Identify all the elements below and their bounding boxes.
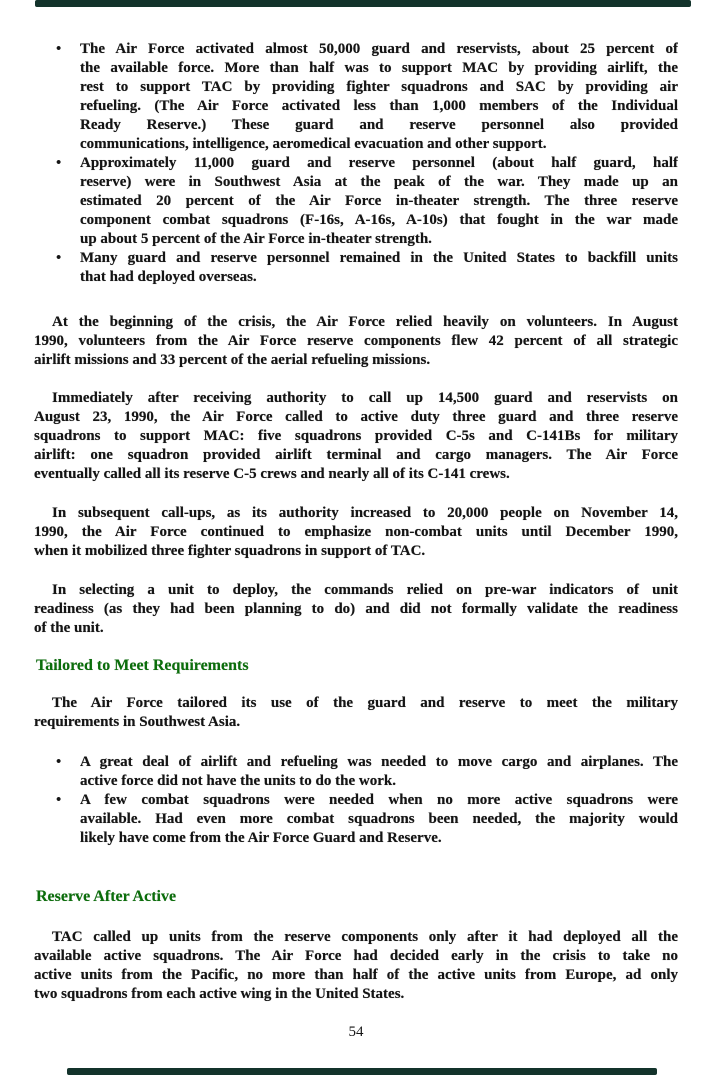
- bullet-text: [80, 753, 678, 791]
- bullet-icon: •: [56, 41, 62, 57]
- text-line: active units from the Pacific, no more than half of the active units from Europe, ad only: [34, 967, 678, 983]
- paragraph: [34, 581, 678, 638]
- bullet-icon: •: [56, 754, 62, 770]
- text-line: 1990, volunteers from the Air Force reserve components flew 42 percent of all strategic: [34, 333, 678, 349]
- document-blocks: [34, 40, 678, 1004]
- text-line: that had deployed overseas.: [80, 269, 257, 285]
- text-line: airlift missions and 33 percent of the aerial refueling missions.: [34, 352, 431, 368]
- bullet-icon: •: [56, 792, 62, 808]
- paragraph: [34, 313, 678, 370]
- text-line: up about 5 percent of the Air Force in-theater strength.: [80, 231, 432, 247]
- text-line: August 23, 1990, the Air Force called to active duty three guard and three reserve: [34, 409, 678, 425]
- text-line: available active squadrons. The Air Force had decided early in the crisis to take no: [34, 948, 678, 964]
- text-line: A few combat squadrons were needed when no more active squadrons were: [80, 792, 678, 808]
- text-line: The Air Force tailored its use of the guard and reserve to meet the military: [52, 695, 678, 711]
- text-line: A great deal of airlift and refueling was needed to move cargo and airplanes. The: [80, 754, 678, 770]
- text-line: when it mobilized three fighter squadrons in support of TAC.: [34, 543, 426, 559]
- paragraph: [34, 389, 678, 484]
- bottom-scan-edge-bar: [67, 1068, 657, 1075]
- text-line: Immediately after receiving authority to call up 14,500 guard and reservists on: [52, 390, 678, 406]
- bullet-item: [34, 753, 678, 791]
- text-line: likely have come from the Air Force Guard and Reserve.: [80, 830, 442, 846]
- text-line: rest to support TAC by providing fighter squadrons and SAC by providing air: [80, 79, 678, 95]
- text-line: airlift: one squadron provided airlift terminal and cargo managers. The Air Force: [34, 447, 678, 463]
- text-line: squadrons to support MAC: five squadrons provided C-5s and C-141Bs for military: [34, 428, 678, 444]
- text-line: TAC called up units from the reserve components only after it had deployed all the: [52, 929, 678, 945]
- text-line: communications, intelligence, aeromedical evacuation and other support.: [80, 136, 547, 152]
- text-line: requirements in Southwest Asia.: [34, 714, 241, 730]
- bullet-icon: •: [56, 155, 62, 171]
- text-line: of the unit.: [34, 620, 104, 636]
- text-line: In selecting a unit to deploy, the commands relied on pre-war indicators of unit: [52, 582, 678, 598]
- page-number: 54: [348, 1024, 364, 1040]
- text-line: Ready Reserve.) These guard and reserve personnel also provided: [80, 117, 678, 133]
- text-line: The Air Force activated almost 50,000 guard and reservists, about 25 percent of: [80, 41, 678, 57]
- text-line: available. Had even more combat squadrons been needed, the majority would: [80, 811, 678, 827]
- section-heading: Reserve After Active: [36, 888, 177, 905]
- bullet-text: [80, 40, 678, 154]
- bullet-text: [80, 249, 678, 287]
- text-line: readiness (as they had been planning to do) and did not formally validate the readiness: [34, 601, 678, 617]
- paragraph: [34, 694, 678, 732]
- text-line: refueling. (The Air Force activated less than 1,000 members of the Individual: [80, 98, 678, 114]
- text-line: two squadrons from each active wing in the United States.: [34, 986, 405, 1002]
- bullet-text: [80, 791, 678, 848]
- bullet-icon: •: [56, 250, 62, 266]
- bullet-item: [34, 791, 678, 848]
- paragraph: [34, 928, 678, 1004]
- text-line: At the beginning of the crisis, the Air Force relied heavily on volunteers. In August: [52, 314, 678, 330]
- bullet-text: [80, 154, 678, 249]
- text-line: eventually called all its reserve C-5 crews and nearly all of its C-141 crews.: [34, 466, 510, 482]
- text-line: reserve) were in Southwest Asia at the peak of the war. They made up an: [80, 174, 678, 190]
- bullet-item: [34, 40, 678, 154]
- text-line: 1990, the Air Force continued to emphasize non-combat units until December 1990,: [34, 524, 678, 540]
- text-line: the available force. More than half was to support MAC by providing airlift, the: [80, 60, 678, 76]
- bullet-item: [34, 249, 678, 287]
- bullet-item: [34, 154, 678, 249]
- text-line: active force did not have the units to do the work.: [80, 773, 396, 789]
- section-heading: Tailored to Meet Requirements: [36, 657, 249, 674]
- text-line: In subsequent call-ups, as its authority increased to 20,000 people on November 14,: [52, 505, 678, 521]
- text-line: Approximately 11,000 guard and reserve personnel (about half guard, half: [80, 155, 678, 171]
- text-line: Many guard and reserve personnel remained in the United States to backfill units: [80, 250, 678, 266]
- text-line: component combat squadrons (F-16s, A-16s, A-10s) that fought in the war made: [80, 212, 678, 228]
- text-line: estimated 20 percent of the Air Force in-theater strength. The three reserve: [80, 193, 678, 209]
- document-content: [34, 0, 678, 1042]
- paragraph: [34, 504, 678, 561]
